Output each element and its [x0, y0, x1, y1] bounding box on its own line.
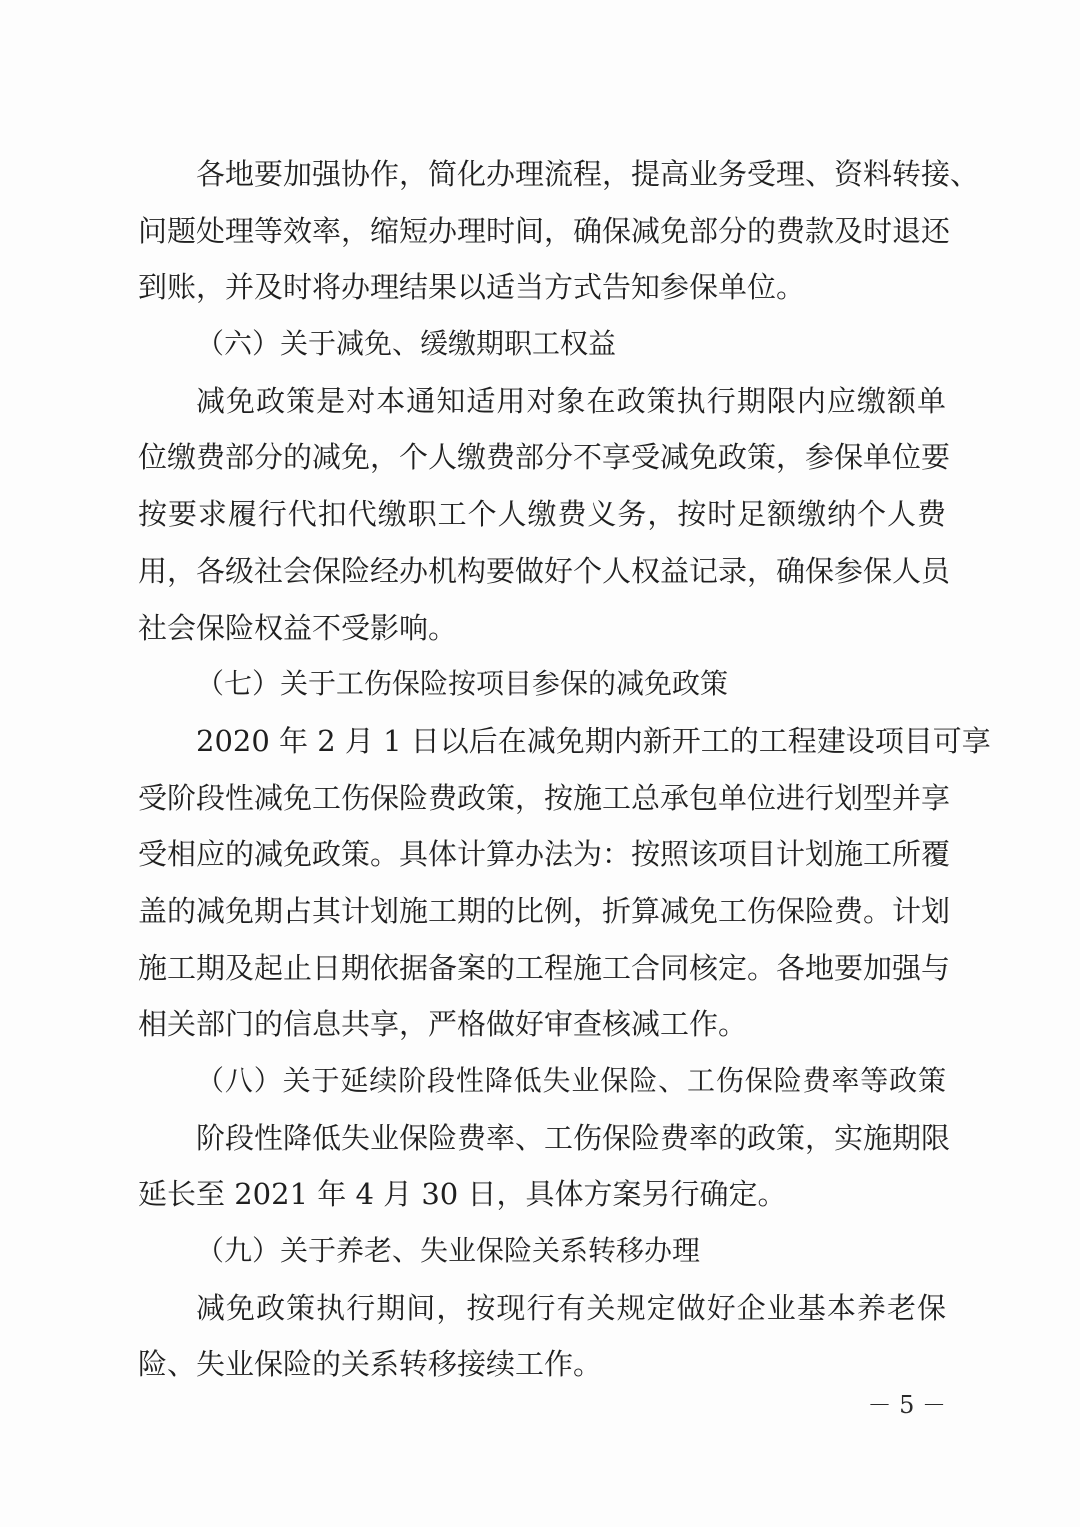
- paragraph-line: 阶段性降低失业保险费率、工伤保险费率的政策，实施期限: [196, 1120, 951, 1155]
- paragraph-line: 用，各级社会保险经办机构要做好个人权益记录，确保参保人员: [138, 553, 951, 588]
- paragraph-line: 按要求履行代扣代缴职工个人缴费义务，按时足额缴纳个人费: [138, 497, 946, 532]
- paragraph-line: 位缴费部分的减免，个人缴费部分不享受减免政策，参保单位要: [138, 440, 951, 475]
- paragraph-line: 社会保险权益不受影响。: [138, 610, 458, 645]
- paragraph-line: 施工期及起止日期依据备案的工程施工合同核定。各地要加强与: [138, 950, 951, 985]
- paragraph-line: 延长至 2021 年 4 月 30 日，具体方案另行确定。: [138, 1177, 787, 1212]
- paragraph-line: 减免政策执行期间，按现行有关规定做好企业基本养老保: [196, 1290, 946, 1325]
- document-body: [138, 146, 991, 1393]
- paragraph-line: 盖的减免期占其计划施工期的比例，折算减免工伤保险费。计划: [138, 893, 951, 928]
- paragraph-line: 险、失业保险的关系转移接续工作。: [138, 1347, 603, 1382]
- paragraph-line: 相关部门的信息共享，严格做好审查核减工作。: [138, 1007, 748, 1042]
- paragraph-line: 2020 年 2 月 1 日以后在减免期内新开工的工程建设项目可享: [196, 723, 991, 758]
- section-heading-7: （七）关于工伤保险按项目参保的减免政策: [196, 667, 729, 701]
- paragraph-line: 问题处理等效率，缩短办理时间，确保减免部分的费款及时退还: [138, 213, 951, 248]
- section-heading-8: （八）关于延续阶段性降低失业保险、工伤保险费率等政策: [196, 1064, 946, 1097]
- paragraph-line: 到账，并及时将办理结果以适当方式告知参保单位。: [138, 270, 806, 305]
- page-number: － 5 －: [867, 1391, 946, 1419]
- section-heading-6: （六）关于减免、缓缴期职工权益: [196, 327, 617, 361]
- paragraph-line: 各地要加强协作，简化办理流程，提高业务受理、资料转接、: [196, 157, 980, 191]
- section-heading-9: （九）关于养老、失业保险关系转移办理: [196, 1234, 701, 1268]
- paragraph-line: 受阶段性减免工伤保险费政策，按施工总承包单位进行划型并享: [138, 780, 951, 815]
- paragraph-line: 减免政策是对本通知适用对象在政策执行期限内应缴额单: [196, 383, 946, 418]
- paragraph-line: 受相应的减免政策。具体计算办法为：按照该项目计划施工所覆: [138, 837, 951, 872]
